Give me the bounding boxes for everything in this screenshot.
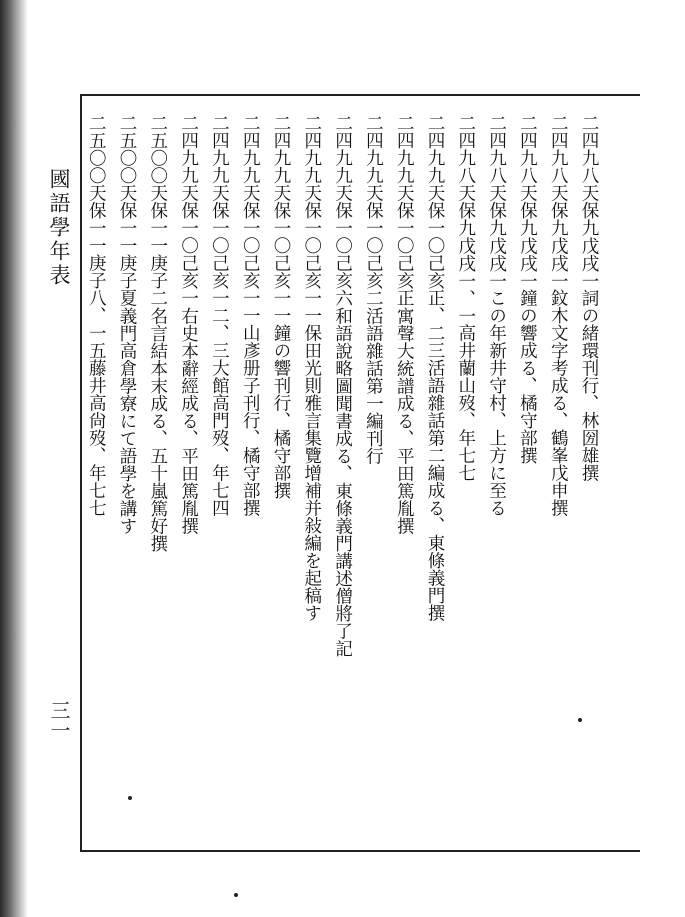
entry-era: 天保 [517,184,538,219]
entry-zodiac: 庚子 [147,254,168,289]
entry-event: 大館高門歿、年七四 [209,359,230,517]
entry-month: 一 [178,289,199,307]
entry-month: 八、一五 [86,289,107,359]
entry-event: 鐘の響成る、橘守部撰 [517,289,538,464]
entry-era: 天保 [209,184,230,219]
entry-era-year: 九 [579,219,599,237]
chronology-entry [486,114,526,834]
entry-year: 二四九八 [579,114,599,184]
entry-month: 一 [548,271,569,289]
chronology-entry [548,114,587,834]
entry-era: 天保 [117,184,137,219]
entry-era-year: 一一 [86,219,107,254]
entry-year: 二四九九 [301,114,322,184]
entry-year: 二四九八 [517,114,538,184]
entry-era: 天保 [301,184,322,219]
entry-event: 義門高倉學寮にて語學を講す [117,306,137,534]
entry-zodiac: 己亥 [178,254,199,289]
entry-zodiac: 庚子 [86,254,107,289]
entry-year: 二四九八 [548,114,569,184]
entry-era-year: 九 [548,219,569,237]
entry-month: 一一 [271,289,291,324]
entry-event: 藤井高尙歿、年七七 [86,359,107,517]
entry-month: 一 [486,271,507,289]
chronology-entry [425,114,464,834]
entry-zodiac: 己亥 [271,254,291,289]
entry-zodiac: 己亥 [209,254,230,289]
entry-era: 天保 [394,184,415,219]
entry-era: 天保 [86,184,107,219]
chronology-entry [240,114,279,834]
entry-era-year: 一〇 [178,219,199,254]
chronology-entry [86,114,125,834]
entry-year: 二四九九 [363,114,384,184]
entry-zodiac: 己亥 [240,254,261,289]
entry-event: 鐘の響刊行、橘守部撰 [271,324,291,499]
entry-month: 一一 [240,289,261,324]
entry-event: 詞の緒環刊行、林圀雄撰 [579,289,599,482]
entry-event: 高井蘭山歿、年七七 [455,324,476,482]
entry-event: 鈫木文字考成る、鶴峯戊申撰 [548,289,569,517]
entry-month: 夏 [117,289,137,307]
entry-zodiac: 戊戌 [455,236,476,272]
page-number: 三一 [47,700,71,740]
entry-event: 寓聲大統譜成る、平田篤胤撰 [394,306,415,534]
entry-event: 和語說略圖聞書成る、東條義門講述僧將了記 [332,306,353,657]
entry-era-year: 一〇 [301,219,322,254]
entry-era: 天保 [271,184,291,219]
entry-zodiac: 戊戌 [486,236,507,272]
chronology-entry [271,114,310,834]
entry-era-year: 九 [455,219,476,237]
chronology-entry [332,114,372,834]
chronology-entry [147,114,187,834]
entry-era-year: 一〇 [363,219,384,254]
entry-month: 一 [517,271,538,289]
scan-edge-shadow [0,0,28,917]
entry-month: 一 [579,271,599,289]
entry-era-year: 九 [517,219,538,237]
entry-year: 二四九八 [455,114,476,184]
entry-year: 二四九八 [486,114,507,184]
entry-event: 名言結本末成る、五十嵐篤好撰 [147,306,168,552]
entry-month: 一、一 [455,271,476,324]
chronology-entry [455,114,495,834]
entry-era-year: 一一 [147,219,168,254]
entry-era-year: 一〇 [332,219,353,254]
chronology-entry [363,114,402,834]
entry-year: 二四九九 [209,114,230,184]
entry-month: 正 [394,289,415,307]
entry-event: 保田光則雅言集覽增補并敍編を起稿す [301,324,322,622]
entry-zodiac: 己亥 [332,254,353,289]
entry-era-year: 九 [486,219,507,237]
entry-zodiac: 己亥 [425,254,445,289]
entry-month: 二 [147,289,168,307]
entry-zodiac: 己亥 [301,254,322,289]
entry-year: 二四九九 [425,114,445,184]
entry-era-year: 一〇 [425,219,445,254]
entry-era: 天保 [363,184,384,219]
entry-event: この年新井守村、上方に至る [486,289,507,517]
entry-month: 一一 [301,289,322,324]
entry-year: 二四九九 [240,114,261,184]
entry-era: 天保 [455,184,476,219]
chronology-entry [394,114,433,834]
entry-month: 二 [363,289,384,307]
entry-zodiac: 戊戌 [548,236,569,272]
entry-era: 天保 [486,184,507,219]
entry-event: 活語雜話第二編成る、東條義門撰 [425,359,445,622]
entry-era: 天保 [240,184,261,219]
entry-year: 二四九九 [178,114,199,184]
entry-zodiac: 己亥 [394,254,415,289]
entry-event: 山彥册子刊行、橘守部撰 [240,324,261,517]
entry-era: 天保 [548,184,569,219]
ink-speck [128,796,132,800]
entry-year: 二四九九 [394,114,415,184]
entry-zodiac: 戊戌 [517,236,538,272]
entry-event: 活語雜話第一編刊行 [363,306,384,464]
entry-month: 六 [332,289,353,307]
entry-year: 二四九九 [332,114,353,184]
ink-speck [578,718,582,722]
entry-era-year: 一〇 [394,219,415,254]
chronology-entry [579,114,618,834]
chronology-entry [517,114,556,834]
entry-year: 二五〇〇 [86,114,107,184]
entry-zodiac: 庚子 [117,254,137,289]
entry-zodiac: 己亥 [363,254,384,289]
entry-zodiac: 戊戌 [579,236,599,272]
entry-era-year: 一〇 [240,219,261,254]
entry-era: 天保 [332,184,353,219]
ink-speck [234,893,238,897]
entry-era: 天保 [425,184,445,219]
running-head: 國語學年表 [47,168,71,288]
entry-year: 二五〇〇 [147,114,168,184]
entry-era: 天保 [579,184,599,219]
entry-era-year: 一一 [117,219,137,254]
entry-year: 二五〇〇 [117,114,137,184]
entry-era-year: 一〇 [209,219,230,254]
chronology-entry [209,114,248,834]
entry-era-year: 一〇 [271,219,291,254]
entry-era: 天保 [147,184,168,219]
chronology-entry [301,114,341,834]
chronology-entry [178,114,218,834]
entry-era: 天保 [178,184,199,219]
entry-event: 右史本辭經成る、平田篤胤撰 [178,306,199,534]
entry-month: 一二、三 [209,289,230,359]
chronology-entry [117,114,156,834]
entry-month: 正、二三 [425,289,445,359]
entry-year: 二四九九 [271,114,291,184]
